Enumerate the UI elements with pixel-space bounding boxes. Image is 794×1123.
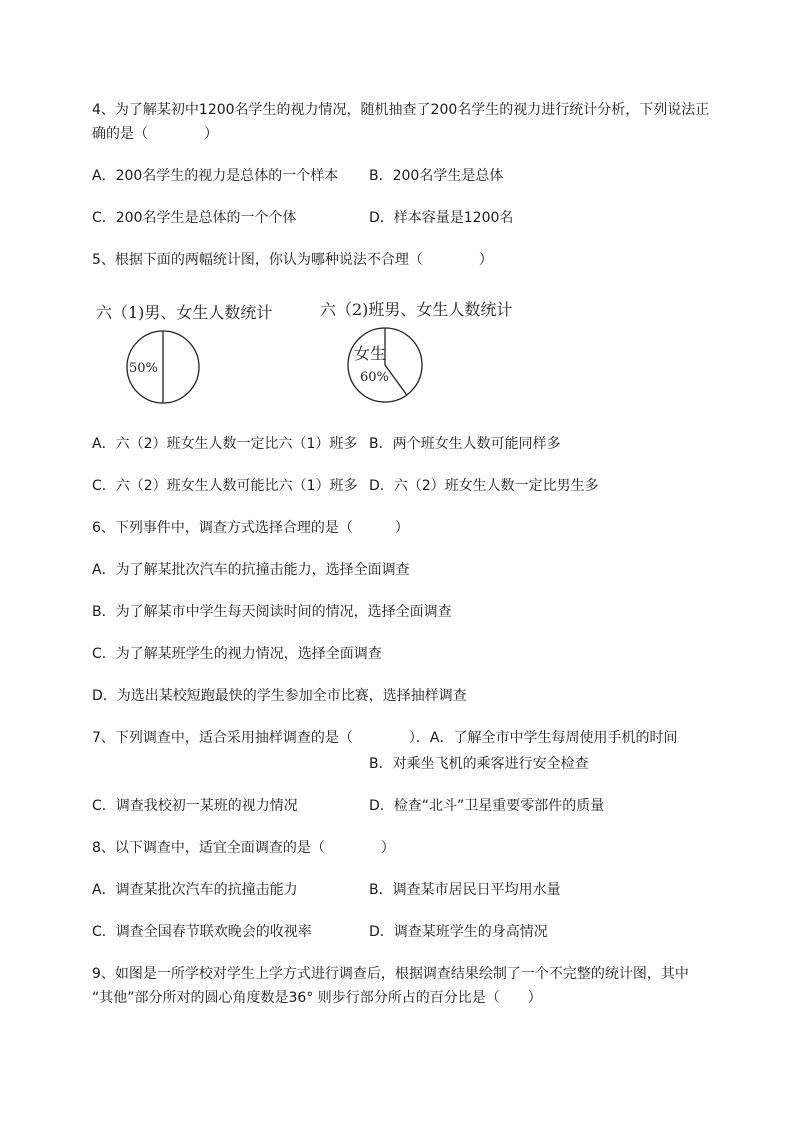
q8-option-d: D．调查某班学生的身高情况 xyxy=(369,924,548,940)
q6-option-d: D．为选出某校短跑最快的学生参加全市比赛，选择抽样调查 xyxy=(92,688,467,704)
q8-stem: 8、以下调查中，适宜全面调查的是（ ） xyxy=(92,840,395,856)
q4-option-c: C．200名学生是总体的一个个体 xyxy=(92,210,297,226)
q8-option-a: A．调查某批次汽车的抗撞击能力 xyxy=(92,882,298,898)
q5-option-b: B．两个班女生人数可能同样多 xyxy=(369,436,561,452)
q6-option-c: C．为了解某班学生的视力情况，选择全面调查 xyxy=(92,646,382,662)
q9-stem-line2: “其他”部分所对的圆心角度数是36° 则步行部分所占的百分比是（ ） xyxy=(92,990,542,1006)
pie2-slice-percent: 60% xyxy=(360,370,389,385)
q8-option-c: C．调查全国春节联欢晚会的收视率 xyxy=(92,924,312,940)
q7-option-c: C．调查我校初一某班的视力情况 xyxy=(92,798,298,814)
q9-stem-line1: 9、如图是一所学校对学生上学方式进行调查后，根据调查结果绘制了一个不完整的统计图，其中 xyxy=(92,966,689,982)
q7-option-b: B．对乘坐飞机的乘客进行安全检查 xyxy=(369,756,589,772)
pie2-group xyxy=(348,328,422,402)
pie2-title: 六（2)班男、女生人数统计 xyxy=(320,300,513,319)
pie-chart-class2 xyxy=(347,326,423,406)
q6-stem: 6、下列事件中，调查方式选择合理的是（ ） xyxy=(92,520,409,536)
q5-option-c: C．六（2）班女生人数可能比六（1）班多 xyxy=(92,478,358,494)
q4-stem-line2: 确的是（ ） xyxy=(92,126,218,142)
q5-option-a: A．六（2）班女生人数一定比六（1）班多 xyxy=(92,436,358,452)
pie1-slice-label: 50% xyxy=(129,361,158,376)
q6-option-b: B．为了解某市中学生每天阅读时间的情况，选择全面调查 xyxy=(92,604,452,620)
q7-option-d: D．检查“北斗”卫星重要零部件的质量 xyxy=(369,798,605,814)
pie1-group xyxy=(127,331,199,403)
q4-option-a: A．200名学生的视力是总体的一个样本 xyxy=(92,168,339,184)
pie2-slice-label: 女生 xyxy=(354,344,387,363)
q4-option-b: B．200名学生是总体 xyxy=(369,168,504,184)
q5-stem: 5、根据下面的两幅统计图，你认为哪种说法不合理（ ） xyxy=(92,252,493,268)
q6-option-a: A．为了解某批次汽车的抗撞击能力，选择全面调查 xyxy=(92,562,410,578)
pie1-title: 六（1)男、女生人数统计 xyxy=(96,303,273,322)
q4-stem-line1: 4、为了解某初中1200名学生的视力情况，随机抽查了200名学生的视力进行统计分析，下列说法正 xyxy=(92,102,710,118)
q8-option-b: B．调查某市居民日平均用水量 xyxy=(369,882,561,898)
q4-option-d: D．样本容量是1200名 xyxy=(369,210,514,226)
q7-stem: 7、下列调查中，适合采用抽样调查的是（ ）．A．了解全市中学生每周使用手机的时间 xyxy=(92,730,678,746)
pie-chart-class1 xyxy=(120,330,206,406)
q5-option-d: D．六（2）班女生人数一定比男生多 xyxy=(369,478,599,494)
